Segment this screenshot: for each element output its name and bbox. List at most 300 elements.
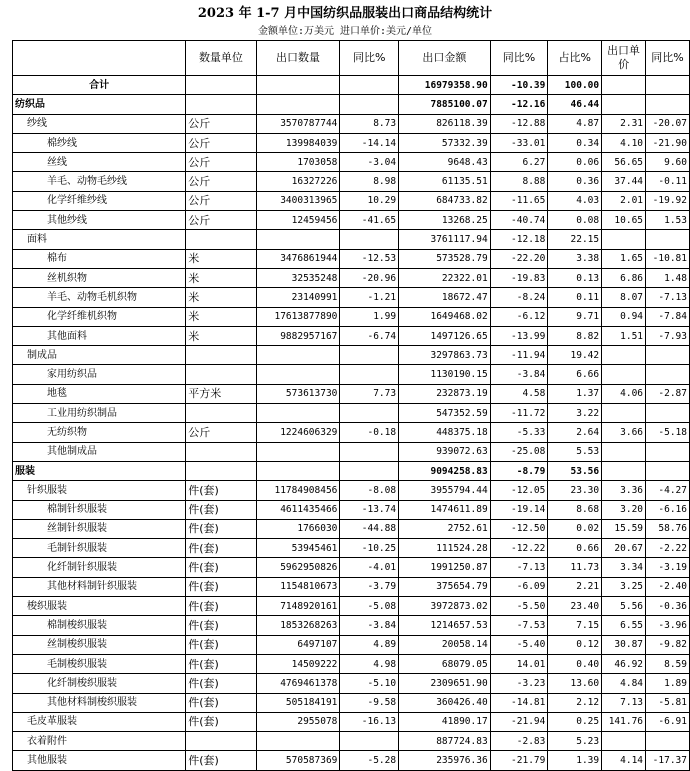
row-name: 丝制梭织服装 bbox=[13, 635, 186, 654]
row-price-yoy bbox=[646, 442, 690, 461]
row-qty-yoy: -3.79 bbox=[340, 577, 399, 596]
table-row bbox=[13, 693, 690, 712]
row-price: 8.07 bbox=[602, 288, 646, 307]
row-price: 7.13 bbox=[602, 693, 646, 712]
table-row bbox=[13, 76, 690, 95]
row-qty-yoy: -5.08 bbox=[340, 597, 399, 616]
table-row bbox=[13, 404, 690, 423]
row-qty-yoy: -41.65 bbox=[340, 211, 399, 230]
row-unit: 公斤 bbox=[186, 423, 256, 442]
table-row bbox=[13, 191, 690, 210]
row-price-yoy: 1.53 bbox=[646, 211, 690, 230]
table-row bbox=[13, 597, 690, 616]
row-share: 2.21 bbox=[548, 577, 602, 596]
row-name: 其他制成品 bbox=[13, 442, 186, 461]
row-qty-yoy: -10.25 bbox=[340, 539, 399, 558]
row-price-yoy: -10.81 bbox=[646, 249, 690, 268]
row-qty: 1154810673 bbox=[256, 577, 340, 596]
row-price-yoy: 1.89 bbox=[646, 674, 690, 693]
header-unit: 数量单位 bbox=[186, 41, 256, 76]
row-amount-yoy: -40.74 bbox=[490, 211, 548, 230]
row-price-yoy: -17.37 bbox=[646, 751, 690, 770]
row-qty bbox=[256, 346, 340, 365]
row-amount-yoy: -33.01 bbox=[490, 133, 548, 152]
row-qty bbox=[256, 461, 340, 480]
row-qty: 3570787744 bbox=[256, 114, 340, 133]
row-amount-yoy: 14.01 bbox=[490, 654, 548, 673]
row-qty: 570587369 bbox=[256, 751, 340, 770]
row-unit: 公斤 bbox=[186, 211, 256, 230]
row-price-yoy: -5.81 bbox=[646, 693, 690, 712]
row-price: 1.51 bbox=[602, 326, 646, 345]
row-name: 羊毛、动物毛机织物 bbox=[13, 288, 186, 307]
table-row bbox=[13, 326, 690, 345]
row-qty-yoy: 10.29 bbox=[340, 191, 399, 210]
row-amount: 232873.19 bbox=[399, 384, 491, 403]
row-amount: 1214657.53 bbox=[399, 616, 491, 635]
row-amount: 448375.18 bbox=[399, 423, 491, 442]
row-qty: 32535248 bbox=[256, 268, 340, 287]
row-unit: 件(套) bbox=[186, 635, 256, 654]
row-qty: 5962950826 bbox=[256, 558, 340, 577]
row-unit bbox=[186, 95, 256, 114]
table-row bbox=[13, 268, 690, 287]
table-row bbox=[13, 172, 690, 191]
row-amount: 3761117.94 bbox=[399, 230, 491, 249]
table-row bbox=[13, 519, 690, 538]
row-price-yoy: -4.27 bbox=[646, 481, 690, 500]
row-unit bbox=[186, 732, 256, 751]
table-row bbox=[13, 230, 690, 249]
row-name: 服装 bbox=[13, 461, 186, 480]
row-qty-yoy: -14.14 bbox=[340, 133, 399, 152]
row-qty: 505184191 bbox=[256, 693, 340, 712]
table-row bbox=[13, 249, 690, 268]
row-amount-yoy: -19.14 bbox=[490, 500, 548, 519]
table-row bbox=[13, 654, 690, 673]
row-amount-yoy: -12.88 bbox=[490, 114, 548, 133]
row-name: 制成品 bbox=[13, 346, 186, 365]
row-amount: 684733.82 bbox=[399, 191, 491, 210]
row-share: 0.25 bbox=[548, 712, 602, 731]
row-qty-yoy: 8.98 bbox=[340, 172, 399, 191]
row-amount: 18672.47 bbox=[399, 288, 491, 307]
row-amount: 547352.59 bbox=[399, 404, 491, 423]
row-price-yoy: 1.48 bbox=[646, 268, 690, 287]
row-qty: 1703058 bbox=[256, 153, 340, 172]
row-share: 19.42 bbox=[548, 346, 602, 365]
row-unit: 件(套) bbox=[186, 500, 256, 519]
row-unit: 件(套) bbox=[186, 539, 256, 558]
row-amount: 573528.79 bbox=[399, 249, 491, 268]
row-qty: 573613730 bbox=[256, 384, 340, 403]
row-price bbox=[602, 346, 646, 365]
row-unit: 件(套) bbox=[186, 597, 256, 616]
row-unit: 件(套) bbox=[186, 481, 256, 500]
row-price-yoy: -6.16 bbox=[646, 500, 690, 519]
row-unit: 件(套) bbox=[186, 616, 256, 635]
row-share: 5.53 bbox=[548, 442, 602, 461]
row-price-yoy: -19.92 bbox=[646, 191, 690, 210]
row-amount-yoy: -5.50 bbox=[490, 597, 548, 616]
row-name: 化纤制梭织服装 bbox=[13, 674, 186, 693]
row-price bbox=[602, 76, 646, 95]
row-name: 面料 bbox=[13, 230, 186, 249]
row-qty bbox=[256, 365, 340, 384]
row-share: 53.56 bbox=[548, 461, 602, 480]
row-name: 丝线 bbox=[13, 153, 186, 172]
table-row bbox=[13, 539, 690, 558]
row-name: 毛皮革服装 bbox=[13, 712, 186, 731]
row-qty-yoy: -4.01 bbox=[340, 558, 399, 577]
row-amount-yoy: -11.94 bbox=[490, 346, 548, 365]
row-share: 3.22 bbox=[548, 404, 602, 423]
row-qty-yoy bbox=[340, 442, 399, 461]
row-price: 2.31 bbox=[602, 114, 646, 133]
row-price: 4.10 bbox=[602, 133, 646, 152]
row-qty bbox=[256, 442, 340, 461]
row-qty: 4611435466 bbox=[256, 500, 340, 519]
row-share: 4.03 bbox=[548, 191, 602, 210]
row-unit: 件(套) bbox=[186, 654, 256, 673]
row-name: 化学纤维机织物 bbox=[13, 307, 186, 326]
row-price: 30.87 bbox=[602, 635, 646, 654]
row-amount: 235976.36 bbox=[399, 751, 491, 770]
row-name: 其他服装 bbox=[13, 751, 186, 770]
row-amount-yoy: 6.27 bbox=[490, 153, 548, 172]
row-qty-yoy bbox=[340, 230, 399, 249]
row-share: 2.64 bbox=[548, 423, 602, 442]
row-unit: 米 bbox=[186, 268, 256, 287]
row-share: 2.12 bbox=[548, 693, 602, 712]
row-price-yoy bbox=[646, 461, 690, 480]
row-qty-yoy: 4.98 bbox=[340, 654, 399, 673]
row-qty: 2955078 bbox=[256, 712, 340, 731]
row-amount-yoy: -22.20 bbox=[490, 249, 548, 268]
row-amount-yoy: -5.40 bbox=[490, 635, 548, 654]
row-price bbox=[602, 461, 646, 480]
row-name: 棉制梭织服装 bbox=[13, 616, 186, 635]
row-name: 纺织品 bbox=[13, 95, 186, 114]
row-unit: 件(套) bbox=[186, 519, 256, 538]
table-row bbox=[13, 442, 690, 461]
header-name bbox=[13, 41, 186, 76]
row-qty-yoy: -3.84 bbox=[340, 616, 399, 635]
row-amount: 1649468.02 bbox=[399, 307, 491, 326]
row-price-yoy: -0.36 bbox=[646, 597, 690, 616]
row-amount: 375654.79 bbox=[399, 577, 491, 596]
row-amount-yoy: -21.94 bbox=[490, 712, 548, 731]
row-share: 0.40 bbox=[548, 654, 602, 673]
header-price-yoy: 同比% bbox=[646, 41, 690, 76]
row-amount: 826118.39 bbox=[399, 114, 491, 133]
row-name: 其他材料制针织服装 bbox=[13, 577, 186, 596]
row-amount: 3972873.02 bbox=[399, 597, 491, 616]
row-unit bbox=[186, 461, 256, 480]
row-qty-yoy bbox=[340, 365, 399, 384]
table-row bbox=[13, 481, 690, 500]
row-qty-yoy: -20.96 bbox=[340, 268, 399, 287]
row-qty: 7148920161 bbox=[256, 597, 340, 616]
row-price-yoy bbox=[646, 76, 690, 95]
row-amount: 1497126.65 bbox=[399, 326, 491, 345]
row-qty bbox=[256, 732, 340, 751]
row-name: 衣着附件 bbox=[13, 732, 186, 751]
row-qty: 16327226 bbox=[256, 172, 340, 191]
row-qty-yoy: 1.99 bbox=[340, 307, 399, 326]
row-amount-yoy: -12.18 bbox=[490, 230, 548, 249]
row-price: 0.94 bbox=[602, 307, 646, 326]
row-share: 7.15 bbox=[548, 616, 602, 635]
row-share: 0.66 bbox=[548, 539, 602, 558]
row-qty-yoy bbox=[340, 76, 399, 95]
row-name: 棉纱线 bbox=[13, 133, 186, 152]
row-price-yoy: 8.59 bbox=[646, 654, 690, 673]
row-qty: 3400313965 bbox=[256, 191, 340, 210]
row-unit: 件(套) bbox=[186, 751, 256, 770]
table-row bbox=[13, 732, 690, 751]
row-unit: 件(套) bbox=[186, 674, 256, 693]
row-qty-yoy: -5.10 bbox=[340, 674, 399, 693]
row-amount: 20058.14 bbox=[399, 635, 491, 654]
row-qty bbox=[256, 404, 340, 423]
export-structure-table bbox=[12, 40, 690, 771]
row-amount: 7885100.07 bbox=[399, 95, 491, 114]
row-price bbox=[602, 732, 646, 751]
row-qty-yoy bbox=[340, 461, 399, 480]
row-price-yoy: -3.96 bbox=[646, 616, 690, 635]
table-row bbox=[13, 674, 690, 693]
row-unit: 米 bbox=[186, 288, 256, 307]
row-qty: 11784908456 bbox=[256, 481, 340, 500]
row-price: 15.59 bbox=[602, 519, 646, 538]
row-amount-yoy: -13.99 bbox=[490, 326, 548, 345]
row-qty bbox=[256, 76, 340, 95]
row-qty: 14509222 bbox=[256, 654, 340, 673]
row-share: 0.36 bbox=[548, 172, 602, 191]
row-qty: 3476861944 bbox=[256, 249, 340, 268]
row-qty bbox=[256, 230, 340, 249]
row-name: 毛制针织服装 bbox=[13, 539, 186, 558]
row-share: 4.87 bbox=[548, 114, 602, 133]
table-row bbox=[13, 365, 690, 384]
row-price: 141.76 bbox=[602, 712, 646, 731]
table-row bbox=[13, 346, 690, 365]
row-qty-yoy: -3.04 bbox=[340, 153, 399, 172]
row-amount: 2752.61 bbox=[399, 519, 491, 538]
row-amount-yoy: -19.83 bbox=[490, 268, 548, 287]
row-price: 3.34 bbox=[602, 558, 646, 577]
row-price-yoy: -7.84 bbox=[646, 307, 690, 326]
table-row bbox=[13, 133, 690, 152]
row-unit: 米 bbox=[186, 326, 256, 345]
row-amount-yoy: -12.05 bbox=[490, 481, 548, 500]
row-share: 6.66 bbox=[548, 365, 602, 384]
row-unit bbox=[186, 442, 256, 461]
row-share: 0.02 bbox=[548, 519, 602, 538]
row-unit: 公斤 bbox=[186, 114, 256, 133]
row-unit bbox=[186, 365, 256, 384]
row-name: 丝机织物 bbox=[13, 268, 186, 287]
row-qty-yoy bbox=[340, 732, 399, 751]
row-qty-yoy bbox=[340, 95, 399, 114]
table-row bbox=[13, 500, 690, 519]
row-qty: 4769461378 bbox=[256, 674, 340, 693]
table-row bbox=[13, 558, 690, 577]
row-name: 化学纤维纱线 bbox=[13, 191, 186, 210]
row-amount-yoy: -11.65 bbox=[490, 191, 548, 210]
row-name: 其他纱线 bbox=[13, 211, 186, 230]
row-share: 5.23 bbox=[548, 732, 602, 751]
row-amount: 9648.43 bbox=[399, 153, 491, 172]
row-price: 37.44 bbox=[602, 172, 646, 191]
row-name: 合计 bbox=[13, 76, 186, 95]
row-name: 化纤制针织服装 bbox=[13, 558, 186, 577]
row-qty: 1853268263 bbox=[256, 616, 340, 635]
row-price-yoy: -3.19 bbox=[646, 558, 690, 577]
row-price-yoy: -2.22 bbox=[646, 539, 690, 558]
row-price bbox=[602, 230, 646, 249]
row-qty-yoy: -44.88 bbox=[340, 519, 399, 538]
table-row bbox=[13, 307, 690, 326]
row-share: 46.44 bbox=[548, 95, 602, 114]
row-amount: 16979358.90 bbox=[399, 76, 491, 95]
header-amount: 出口金额 bbox=[399, 41, 491, 76]
row-unit: 平方米 bbox=[186, 384, 256, 403]
row-qty: 139984039 bbox=[256, 133, 340, 152]
header-amount-yoy: 同比% bbox=[490, 41, 548, 76]
row-amount: 9094258.83 bbox=[399, 461, 491, 480]
row-share: 23.40 bbox=[548, 597, 602, 616]
row-unit: 件(套) bbox=[186, 577, 256, 596]
row-share: 1.39 bbox=[548, 751, 602, 770]
row-price: 3.20 bbox=[602, 500, 646, 519]
row-amount-yoy: -7.13 bbox=[490, 558, 548, 577]
table-row bbox=[13, 616, 690, 635]
row-price-yoy bbox=[646, 732, 690, 751]
row-share: 8.68 bbox=[548, 500, 602, 519]
row-qty bbox=[256, 95, 340, 114]
row-amount-yoy: -12.50 bbox=[490, 519, 548, 538]
row-share: 9.71 bbox=[548, 307, 602, 326]
table-row bbox=[13, 114, 690, 133]
row-price: 4.06 bbox=[602, 384, 646, 403]
row-name: 针织服装 bbox=[13, 481, 186, 500]
row-name: 工业用纺织制品 bbox=[13, 404, 186, 423]
row-name: 棉制针织服装 bbox=[13, 500, 186, 519]
row-unit bbox=[186, 76, 256, 95]
row-price: 4.14 bbox=[602, 751, 646, 770]
row-amount-yoy: -6.09 bbox=[490, 577, 548, 596]
row-name: 其他面料 bbox=[13, 326, 186, 345]
row-amount: 939072.63 bbox=[399, 442, 491, 461]
row-qty-yoy: -16.13 bbox=[340, 712, 399, 731]
row-unit: 件(套) bbox=[186, 712, 256, 731]
row-price-yoy bbox=[646, 95, 690, 114]
row-price-yoy: -5.18 bbox=[646, 423, 690, 442]
row-amount-yoy: -7.53 bbox=[490, 616, 548, 635]
row-price-yoy: -9.82 bbox=[646, 635, 690, 654]
row-share: 3.38 bbox=[548, 249, 602, 268]
row-amount: 3955794.44 bbox=[399, 481, 491, 500]
row-price-yoy: 58.76 bbox=[646, 519, 690, 538]
row-qty-yoy: -1.21 bbox=[340, 288, 399, 307]
row-qty-yoy: -13.74 bbox=[340, 500, 399, 519]
row-price: 6.55 bbox=[602, 616, 646, 635]
row-qty-yoy: 7.73 bbox=[340, 384, 399, 403]
row-price: 5.56 bbox=[602, 597, 646, 616]
row-price: 2.01 bbox=[602, 191, 646, 210]
row-amount-yoy: -8.79 bbox=[490, 461, 548, 480]
page-title: 2023 年 1-7 月中国纺织品服装出口商品结构统计 bbox=[197, 6, 493, 21]
row-amount: 2309651.90 bbox=[399, 674, 491, 693]
row-share: 8.82 bbox=[548, 326, 602, 345]
row-unit bbox=[186, 404, 256, 423]
row-price: 1.65 bbox=[602, 249, 646, 268]
row-price-yoy bbox=[646, 365, 690, 384]
row-amount: 111524.28 bbox=[399, 539, 491, 558]
row-price-yoy: -21.90 bbox=[646, 133, 690, 152]
row-price: 3.25 bbox=[602, 577, 646, 596]
row-unit: 米 bbox=[186, 307, 256, 326]
row-price-yoy: -6.91 bbox=[646, 712, 690, 731]
table-row bbox=[13, 153, 690, 172]
row-qty-yoy bbox=[340, 404, 399, 423]
row-qty: 12459456 bbox=[256, 211, 340, 230]
row-amount-yoy: -11.72 bbox=[490, 404, 548, 423]
row-amount: 13268.25 bbox=[399, 211, 491, 230]
row-price-yoy bbox=[646, 230, 690, 249]
table-row bbox=[13, 635, 690, 654]
row-price: 4.84 bbox=[602, 674, 646, 693]
row-price bbox=[602, 365, 646, 384]
row-qty-yoy: -6.74 bbox=[340, 326, 399, 345]
row-amount-yoy: 4.58 bbox=[490, 384, 548, 403]
table-row bbox=[13, 577, 690, 596]
page-subtitle: 金额单位:万美元 进口单价:美元/单位 bbox=[257, 26, 433, 37]
row-unit: 件(套) bbox=[186, 693, 256, 712]
row-amount: 41890.17 bbox=[399, 712, 491, 731]
row-amount-yoy: -21.79 bbox=[490, 751, 548, 770]
row-share: 11.73 bbox=[548, 558, 602, 577]
row-name: 丝制针织服装 bbox=[13, 519, 186, 538]
row-name: 无纺织物 bbox=[13, 423, 186, 442]
row-price: 6.86 bbox=[602, 268, 646, 287]
row-price bbox=[602, 442, 646, 461]
row-qty: 23140991 bbox=[256, 288, 340, 307]
row-price-yoy bbox=[646, 404, 690, 423]
row-price: 20.67 bbox=[602, 539, 646, 558]
row-share: 1.37 bbox=[548, 384, 602, 403]
row-unit: 公斤 bbox=[186, 191, 256, 210]
row-price bbox=[602, 404, 646, 423]
row-name: 羊毛、动物毛纱线 bbox=[13, 172, 186, 191]
header-qty-yoy: 同比% bbox=[340, 41, 399, 76]
row-name: 毛制梭织服装 bbox=[13, 654, 186, 673]
row-qty: 6497107 bbox=[256, 635, 340, 654]
row-share: 0.13 bbox=[548, 268, 602, 287]
row-price-yoy: -20.07 bbox=[646, 114, 690, 133]
row-amount-yoy: -2.83 bbox=[490, 732, 548, 751]
row-amount-yoy: -3.23 bbox=[490, 674, 548, 693]
row-price: 46.92 bbox=[602, 654, 646, 673]
row-amount-yoy: -12.22 bbox=[490, 539, 548, 558]
row-share: 22.15 bbox=[548, 230, 602, 249]
row-amount-yoy: -14.81 bbox=[490, 693, 548, 712]
row-unit: 公斤 bbox=[186, 172, 256, 191]
row-price-yoy: -7.13 bbox=[646, 288, 690, 307]
row-amount: 3297863.73 bbox=[399, 346, 491, 365]
